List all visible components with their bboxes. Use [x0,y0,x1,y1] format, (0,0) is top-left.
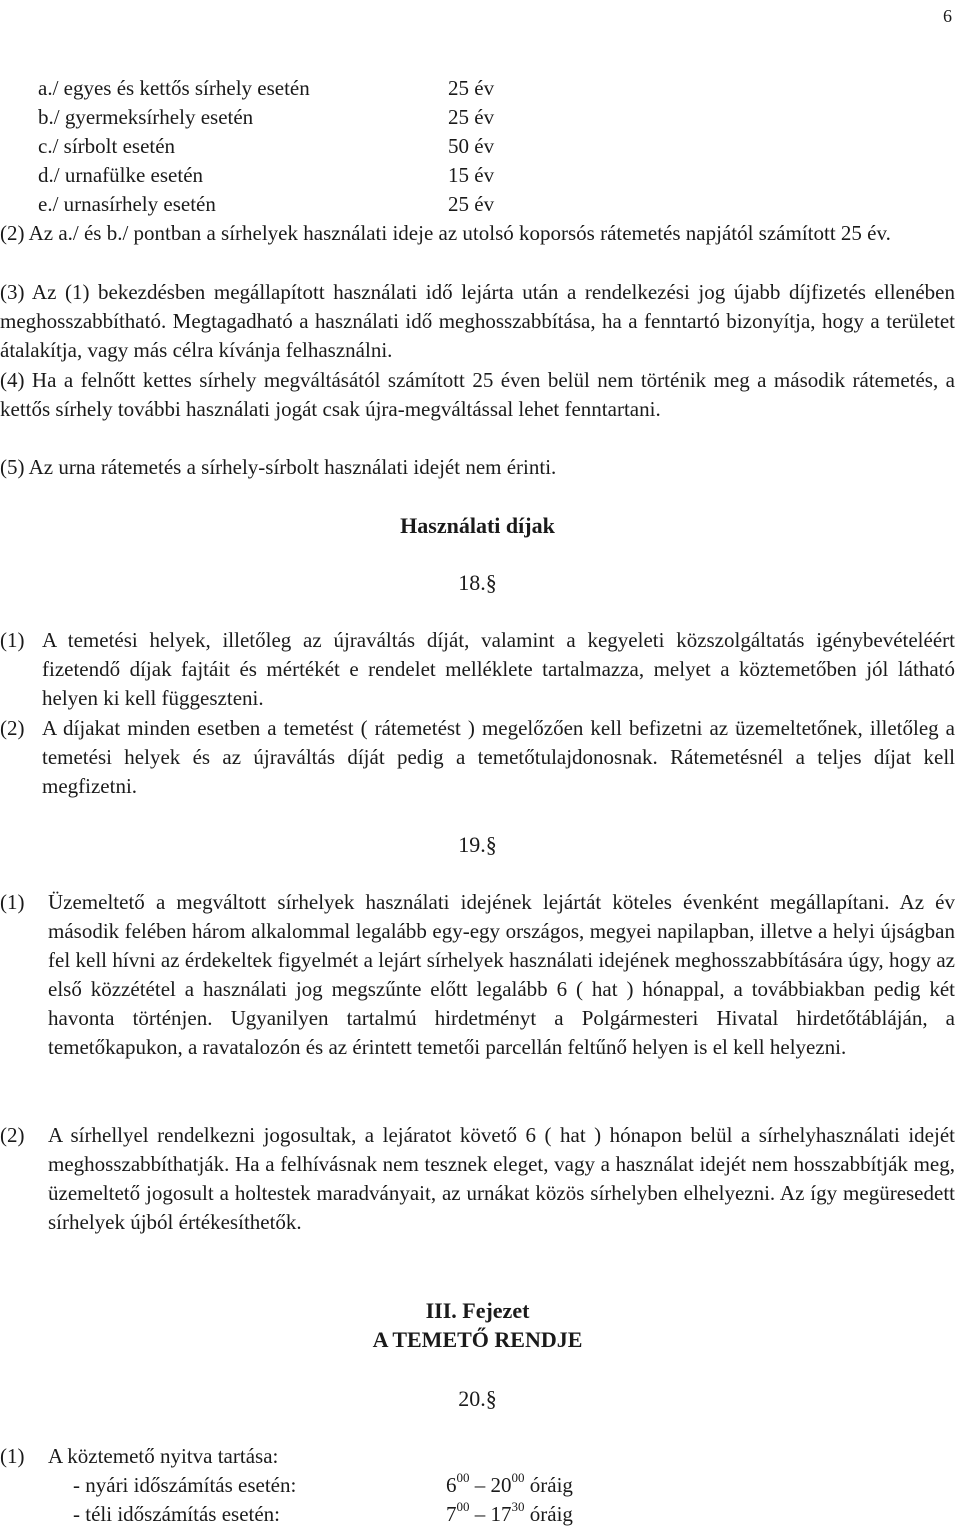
paragraph-text: Üzemeltető a megváltott sírhelyek használati idejének lejártát köteles évenként megállapítani. Az év második felében három alkalommal legalább egy-egy országos, megyei napilapban, illetve a helyi újságban fel kell hívni az érdekeltek figyelmét a lejárt sírhelyek használati idejének meghosszabbítására úgy, hogy az első közzététel a használati jog megszűnte előtt legalább 6 ( hat ) hónappal, a továbbiakban pedig két havonta történjen. Ugyanilyen tartalmú hirdetményt a Polgármesteri Hivatal hirdetőtábláján, a temetőkapukon, a ravatalozón és az érintett temetői parcellán feltűnő helyen is el kell helyezni. [48,890,955,1059]
paragraph-number: (1) [0,1444,25,1468]
paragraph-number: (2) [0,1123,25,1147]
paragraph-text: A díjakat minden esetben a temetést ( rátemetést ) megelőzően kell befizetni az üzemeltetőnek, illetőleg a temetési helyek és az újraváltás díját pedig a temetőtulajdonosnak. Rátemetésnél a teljes díjat kell megfizetni. [42,716,955,798]
section-number-19: 19.§ [458,832,497,857]
duration-row [38,132,494,161]
opening-hours-value: $6^{00} - 20^{00}$ óráig [446,1470,573,1497]
paragraph-number: (1) [0,628,25,652]
duration-row [38,103,494,132]
page-number: 6 [943,6,952,26]
opening-hours-row [0,1471,955,1500]
paragraph-17-4: (4) Ha a felnőtt kettes sírhely megváltásától számított 25 éven belül nem történik meg a második rátemetés, a kettős sírhely további használati jogát csak újra-megváltással lehet fenntartani. [0,368,955,421]
paragraph-text: A sírhellyel rendelkezni jogosultak, a lejáratot követő 6 ( hat ) hónapon belül a sírhelyhasználati idejét meghosszabbíthatják. Ha a felhívásnak nem tesznek eleget, vagy a használat idejét nem hosszabbítják meg, üzemeltető jogosult a holtestek maradványait, az urnákat közös sírhelyben elhelyezni. Az így megüresedett sírhelyek újból értékesíthetők. [48,1123,955,1234]
paragraph-text: A temetési helyek, illetőleg az újraváltás díját, valamint a kegyeleti közszolgáltatás igénybevételéért fizetendő díjak fajtáit és mértékét e rendelet melléklete tartalmazza, melyet a köztemetőben jól látható helyen ki kell függeszteni. [42,628,955,710]
duration-value: 25 év [448,105,495,129]
paragraph-18-1 [0,626,955,713]
opening-hours-label: - téli időszámítás esetén: [73,1502,281,1526]
paragraph-19-1 [0,888,955,1062]
duration-row [38,74,494,103]
paragraph-18-2 [0,714,955,801]
section-number-20: 20.§ [458,1386,497,1411]
paragraph-number: (1) [0,890,25,914]
duration-label: b./ gyermeksírhely esetén [38,105,254,129]
paragraph-19-2 [0,1121,955,1237]
duration-label: d./ urnafülke esetén [38,163,204,187]
duration-row [38,161,494,190]
duration-label: c./ sírbolt esetén [38,134,176,158]
paragraph-number: (2) [0,716,25,740]
opening-hours-row [0,1500,955,1529]
section-number-18: 18.§ [458,570,497,595]
paragraph-17-5: (5) Az urna rátemetés a sírhely-sírbolt használati idejét nem érinti. [0,455,557,479]
paragraph-17-3: (3) Az (1) bekezdésben megállapított használati idő lejárta után a rendelkezési jog újabb díjfizetés ellenében meghosszabbítható. Megtagadható a használati idő meghosszabbítása, ha a fenntartó bizonyítja, hogy a területet átalakítja, vagy más célra kívánja felhasználni. [0,280,955,362]
duration-row [38,190,494,219]
heading-fees: Használati díjak [400,513,555,538]
opening-hours [0,1442,955,1529]
opening-hours-label: - nyári időszámítás esetén: [73,1473,297,1497]
duration-label: e./ urnasírhely esetén [38,192,216,216]
chapter-title: A TEMETŐ RENDJE [372,1327,583,1352]
duration-list [38,74,494,219]
duration-value: 25 év [448,192,495,216]
duration-value: 50 év [448,134,495,158]
opening-hours-title: A köztemető nyitva tartása: [48,1444,279,1468]
chapter-number: III. Fejezet [425,1298,530,1323]
duration-label: a./ egyes és kettős sírhely esetén [38,76,310,100]
opening-hours-value: $7^{00} - 17^{30}$ óráig [446,1499,573,1526]
opening-hours-intro [0,1442,955,1471]
duration-value: 25 év [448,76,495,100]
duration-value: 15 év [448,163,495,187]
paragraph-17-2: (2) Az a./ és b./ pontban a sírhelyek használati ideje az utolsó koporsós rátemetés napjától számított 25 év. [0,221,891,245]
